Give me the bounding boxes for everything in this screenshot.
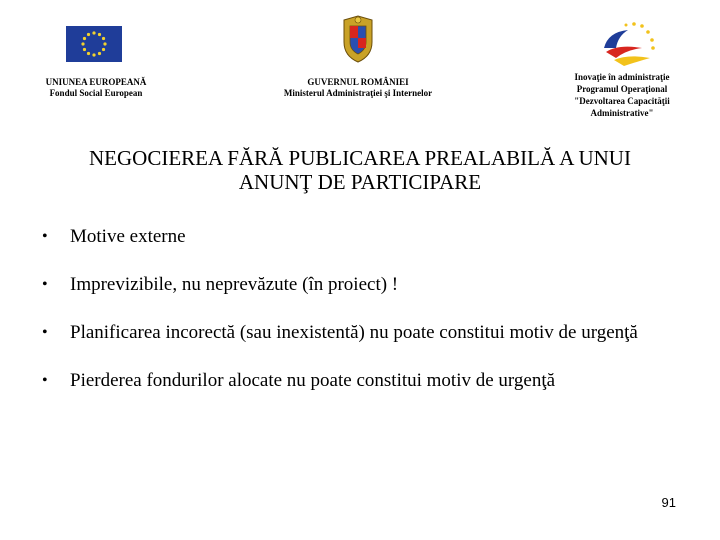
bullet-item — [40, 226, 680, 248]
bullet-text: Planificarea incorectă (sau inexistentă) nu poate constitui motiv de urgenţă — [70, 322, 638, 343]
bullet-text: Pierderea fondurilor alocate nu poate constitui motiv de urgenţă — [70, 370, 556, 391]
bullet-item — [40, 322, 680, 344]
bullet-item — [40, 370, 680, 392]
eu-caption-line: Fondul Social European — [49, 88, 143, 98]
eu-star-icon — [87, 33, 90, 36]
eu-star-icon — [87, 52, 90, 55]
eu-star-icon — [83, 48, 86, 51]
eu-star-icon — [92, 53, 95, 56]
program-caption — [556, 71, 688, 119]
program-caption-line: Administrative" — [590, 108, 654, 118]
bullet-dot-icon: • — [42, 372, 48, 389]
eu-flag-icon — [66, 26, 122, 62]
eu-star-icon — [98, 33, 101, 36]
coat-of-arms-icon — [340, 14, 376, 64]
eu-star-icon — [103, 42, 106, 45]
program-caption-line: Inovaţie în administraţie — [574, 72, 670, 82]
bullet-dot-icon: • — [42, 324, 48, 341]
eu-caption — [28, 77, 164, 99]
slide-title — [20, 146, 700, 194]
bullet-list — [40, 226, 680, 418]
eu-caption-line: UNIUNEA EUROPEANĂ — [45, 77, 147, 87]
eu-star-icon — [98, 52, 101, 55]
bullet-text: Motive externe — [70, 226, 186, 247]
government-caption — [262, 77, 454, 99]
eu-star-icon — [102, 37, 105, 40]
bullet-dot-icon: • — [42, 228, 48, 245]
government-caption-line: GUVERNUL ROMÂNIEI — [307, 77, 409, 87]
eu-star-icon — [83, 37, 86, 40]
slide-title-line: ANUNŢ DE PARTICIPARE — [238, 170, 482, 194]
program-caption-line: "Dezvoltarea Capacităţii — [574, 96, 670, 106]
bullet-text: Imprevizibile, nu neprevăzute (în proiect) ! — [70, 274, 399, 295]
bullet-item — [40, 274, 680, 296]
eu-star-icon — [102, 48, 105, 51]
slide-title-line: NEGOCIEREA FĂRĂ PUBLICAREA PREALABILĂ A UNUI — [89, 146, 631, 170]
bullet-dot-icon: • — [42, 276, 48, 293]
program-caption-line: Programul Operaţional — [576, 84, 668, 94]
program-logo-icon — [598, 18, 662, 68]
page-number: 91 — [661, 495, 676, 510]
eu-star-icon — [81, 42, 84, 45]
government-caption-line: Ministerul Administraţiei şi Internelor — [283, 88, 433, 98]
eu-star-icon — [92, 31, 95, 34]
